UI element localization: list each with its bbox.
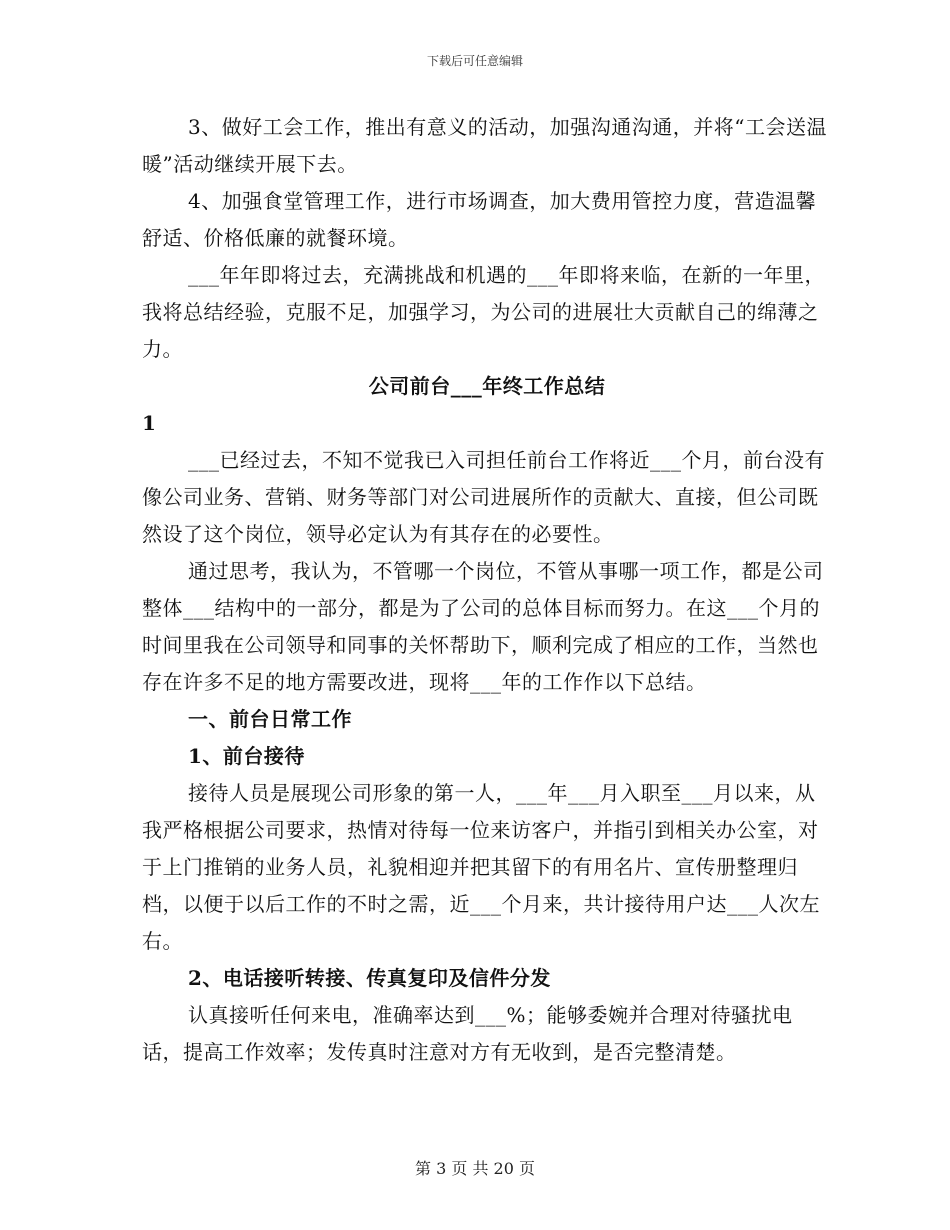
page-footer: 第 3 页 共 20 页 bbox=[415, 1159, 535, 1178]
heading-reception: 1、前台接待 bbox=[188, 744, 305, 768]
paragraph-closing: ___年年即将过去，充满挑战和机遇的___年即将来临，在新的一年里，我将总结经验，克服不足，加强学习，为公司的进展壮大贡献自己的绵薄之力。 bbox=[142, 263, 825, 361]
paragraph-union-work: 3、做好工会工作，推出有意义的活动，加强沟通沟通，并将“工会送温暖”活动继续开展下去。 bbox=[142, 115, 827, 176]
document-body bbox=[142, 109, 832, 1071]
paragraph-intro: ___已经过去，不知不觉我已入司担任前台工作将近___个月，前台没有像公司业务、营销、财务等部门对公司进展所作的贡献大、直接，但公司既然设了这个岗位，领导必定认为有其存在的必要性。 bbox=[142, 448, 825, 546]
paragraph-reflection: 通过思考，我认为，不管哪一个岗位，不管从事哪一项工作，都是公司整体___结构中的一部分，都是为了公司的总体目标而努力。在这___个月的时间里我在公司领导和同事的关怀帮助下，顺利完成了相应的工作，当然也存在许多不足的地方需要改进，现将___年的工作作以下总结。 bbox=[142, 559, 824, 694]
paragraph-reception: 接待人员是展现公司形象的第一人，___年___月入职至___月以来，从我严格根据公司要求，热情对待每一位来访客户，并指引到相关办公室，对于上门推销的业务人员，礼貌相迎并把其留下的有用名片、宣传册整理归档，以便于以后工作的不时之需，近___个月来，共计接待用户达___人次左右。 bbox=[142, 781, 820, 953]
heading-daily-work: 一、前台日常工作 bbox=[188, 707, 352, 731]
section-number: 1 bbox=[142, 411, 157, 435]
section-title: 公司前台___年终工作总结 bbox=[368, 374, 606, 398]
paragraph-canteen: 4、加强食堂管理工作，进行市场调查，加大费用管控力度，营造温馨舒适、价格低廉的就餐环境。 bbox=[142, 189, 817, 250]
heading-phone-fax: 2、电话接听转接、传真复印及信件分发 bbox=[188, 966, 551, 990]
paragraph-phone-fax: 认真接听任何来电，准确率达到___%；能够委婉并合理对待骚扰电话，提高工作效率；发传真时注意对方有无收到，是否完整清楚。 bbox=[142, 1003, 793, 1064]
page-header: 下载后可任意编辑 bbox=[426, 54, 523, 68]
